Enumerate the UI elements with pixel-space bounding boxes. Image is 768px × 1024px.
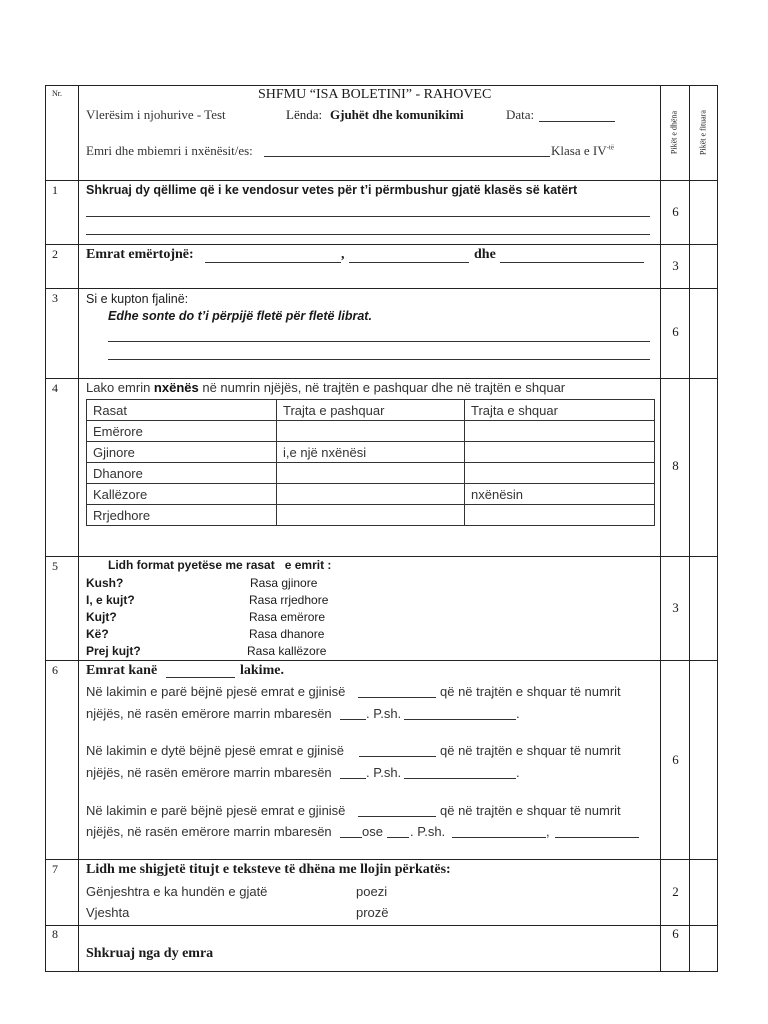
q5-left-item[interactable]: Kush? — [86, 576, 124, 590]
points-earned-header: Pikët e fituara — [698, 110, 708, 155]
indefinite-cell[interactable] — [277, 484, 465, 505]
q6-p2-e: . — [516, 765, 520, 780]
q1-points: 6 — [672, 204, 679, 219]
q7-number: 7 — [52, 862, 58, 876]
q2-comma: , — [341, 247, 345, 262]
q2-points: 3 — [672, 258, 679, 273]
q6-p3-blank-gender[interactable] — [358, 816, 436, 817]
q5-points: 3 — [672, 600, 679, 615]
indefinite-cell[interactable] — [277, 505, 465, 526]
q5-right-item[interactable]: Rasa gjinore — [250, 576, 318, 590]
q6-p1-blank-gender[interactable] — [358, 697, 436, 698]
q6-p2-blank-example[interactable] — [404, 778, 516, 779]
q6-p3-blank-example-1[interactable] — [452, 837, 546, 838]
definite-cell[interactable] — [465, 505, 655, 526]
q6-p3-b: që në trajtën e shquar të numrit — [440, 803, 621, 818]
q6-p2-a: Në lakimin e dytë bëjnë pjesë emrat e gjinisë — [86, 743, 344, 758]
q6-points: 6 — [672, 752, 679, 767]
case-name: Rrjedhore — [87, 505, 277, 526]
class-label-text: Klasa e IV — [551, 143, 607, 158]
q6-title-a: Emrat kanë — [86, 663, 158, 678]
q6-p2-b: që në trajtën e shquar të numrit — [440, 743, 621, 758]
q6-p2-d: . P.sh. — [366, 765, 402, 780]
q6-p1-blank-example[interactable] — [404, 719, 516, 720]
q3-points: 6 — [672, 324, 679, 339]
q3-text: Si e kupton fjalinë: — [86, 292, 189, 306]
q4-word: nxënës — [153, 380, 199, 395]
q8-text: Shkruaj nga dy emra — [86, 946, 214, 961]
q6-p3-or: ose — [362, 824, 383, 839]
q6-number: 6 — [52, 663, 58, 677]
q7-text: Lidh me shigjetë titujt e teksteve të dhëna me llojin përkatës: — [86, 862, 451, 877]
definite-cell[interactable] — [465, 442, 655, 463]
q3-sentence: Edhe sonte do t’i përpijë fletë për fletë librat. — [108, 309, 372, 323]
border-num-col — [78, 85, 79, 971]
class-label — [551, 143, 614, 159]
q8-number: 8 — [52, 927, 58, 941]
q7-right-item[interactable]: poezi — [356, 884, 388, 899]
q5-left-item[interactable]: I, e kujt? — [86, 593, 135, 607]
indefinite-cell[interactable]: i,e një nxënësi — [277, 442, 465, 463]
name-blank[interactable] — [264, 156, 550, 157]
name-label: Emri dhe mbiemri i nxënësit/es: — [86, 143, 253, 158]
case-name: Kallëzore — [87, 484, 277, 505]
q5-left-item[interactable]: Kujt? — [86, 610, 117, 624]
declension-header-row — [87, 400, 655, 421]
q6-p3-blank-ending-1[interactable] — [340, 837, 362, 838]
q2-blank-3[interactable] — [500, 262, 644, 263]
q6-p1-c: njëjës, në rasën emërore marrin mbaresën — [86, 706, 332, 721]
q6-title-b: lakime. — [240, 663, 284, 678]
q5-right-item[interactable]: Rasa dhanore — [249, 627, 325, 641]
q5-right-item[interactable]: Rasa emërore — [249, 610, 326, 624]
q6-p2-blank-gender[interactable] — [359, 756, 436, 757]
q6-p3-comma: , — [546, 824, 550, 839]
header-indefinite: Trajta e pashquar — [277, 400, 465, 421]
q3-number: 3 — [52, 291, 58, 305]
q6-p3-blank-ending-2[interactable] — [387, 837, 409, 838]
class-label-sup: -të — [606, 143, 614, 152]
q3-answer-line-1[interactable] — [108, 341, 650, 342]
q8-points: 6 — [672, 926, 679, 941]
q6-p1-e: . — [516, 706, 520, 721]
q7-left-item[interactable]: Vjeshta — [86, 905, 130, 920]
declension-row — [87, 484, 655, 505]
header-cases: Rasat — [87, 400, 277, 421]
declension-row — [87, 463, 655, 484]
q6-p1-blank-ending[interactable] — [340, 719, 366, 720]
q2-blank-1[interactable] — [205, 262, 341, 263]
row-sep-4 — [45, 378, 718, 379]
points-given-header: Pikët e dhëna — [669, 110, 679, 155]
q6-p3-blank-example-2[interactable] — [555, 837, 639, 838]
q4-number: 4 — [52, 381, 58, 395]
q5-right-item[interactable]: Rasa rrjedhore — [249, 593, 329, 607]
declension-row — [87, 442, 655, 463]
q5-text: Lidh format pyetëse me rasat e emrit : — [108, 558, 332, 572]
q7-points: 2 — [672, 884, 679, 899]
q4-points: 8 — [672, 458, 679, 473]
row-sep-6 — [45, 660, 718, 661]
school-name: SHFMU “ISA BOLETINI” - RAHOVEC — [258, 87, 492, 102]
row-bottom — [45, 971, 718, 972]
definite-cell[interactable] — [465, 421, 655, 442]
q1-text: Shkruaj dy qëllime që i ke vendosur vetes për t’i përmbushur gjatë klasës së katërt — [86, 183, 578, 197]
q4-text-a: Lako emrin — [86, 380, 154, 395]
q4-text — [86, 380, 565, 395]
subject-name: Gjuhët dhe komunikimi — [330, 107, 464, 122]
row-top — [45, 85, 718, 86]
declension-row — [87, 505, 655, 526]
q2-and: dhe — [474, 247, 496, 262]
q1-answer-line-1[interactable] — [86, 216, 650, 217]
header-definite: Trajta e shquar — [465, 400, 655, 421]
q3-answer-line-2[interactable] — [108, 359, 650, 360]
declension-table — [86, 399, 655, 526]
q6-p1-b: që në trajtën e shquar të numrit — [440, 684, 621, 699]
q4-text-b: në numrin njëjës, në trajtën e pashquar dhe në trajtën e shquar — [198, 380, 566, 395]
case-name: Emërore — [87, 421, 277, 442]
q6-p1-a: Në lakimin e parë bëjnë pjesë emrat e gjinisë — [86, 684, 346, 699]
q5-right-item[interactable]: Rasa kallëzore — [247, 644, 327, 658]
q2-blank-2[interactable] — [349, 262, 469, 263]
border-right — [717, 85, 718, 971]
q6-title-blank[interactable] — [166, 677, 235, 678]
subject-prefix: Lënda: — [286, 107, 323, 122]
indefinite-cell[interactable] — [277, 463, 465, 484]
row-sep-1 — [45, 180, 718, 181]
definite-cell[interactable]: nxënësin — [465, 484, 655, 505]
q1-number: 1 — [52, 183, 58, 197]
q2-text: Emrat emërtojnë: — [86, 247, 194, 262]
eval-label: Vlerësim i njohurive - Test — [86, 107, 226, 122]
case-name: Gjinore — [87, 442, 277, 463]
declension-row — [87, 421, 655, 442]
date-blank[interactable] — [539, 121, 615, 122]
q6-p1-d: . P.sh. — [366, 706, 402, 721]
border-left — [45, 85, 46, 971]
q2-number: 2 — [52, 247, 58, 261]
q6-p3-a: Në lakimin e parë bëjnë pjesë emrat e gjinisë — [86, 803, 346, 818]
q6-p3-c: njëjës, në rasën emërore marrin mbaresën — [86, 824, 332, 839]
row-sep-2 — [45, 244, 718, 245]
nr-label: Nr. — [52, 89, 62, 98]
row-sep-3 — [45, 288, 718, 289]
q7-right-item[interactable]: prozë — [356, 905, 389, 920]
indefinite-cell[interactable] — [277, 421, 465, 442]
case-name: Dhanore — [87, 463, 277, 484]
q1-answer-line-2[interactable] — [86, 234, 650, 235]
definite-cell[interactable] — [465, 463, 655, 484]
row-sep-8 — [45, 925, 718, 926]
q7-left-item[interactable]: Gënjeshtra e ka hundën e gjatë — [86, 884, 268, 899]
row-sep-7 — [45, 859, 718, 860]
date-label: Data: — [506, 107, 535, 122]
q6-p2-blank-ending[interactable] — [340, 778, 366, 779]
q6-p2-c: njëjës, në rasën emërore marrin mbaresën — [86, 765, 332, 780]
q5-number: 5 — [52, 559, 58, 573]
q6-p3-d: . P.sh. — [410, 824, 446, 839]
q5-left-item[interactable]: Kë? — [86, 627, 109, 641]
q5-left-item[interactable]: Prej kujt? — [86, 644, 141, 658]
row-sep-5 — [45, 556, 718, 557]
